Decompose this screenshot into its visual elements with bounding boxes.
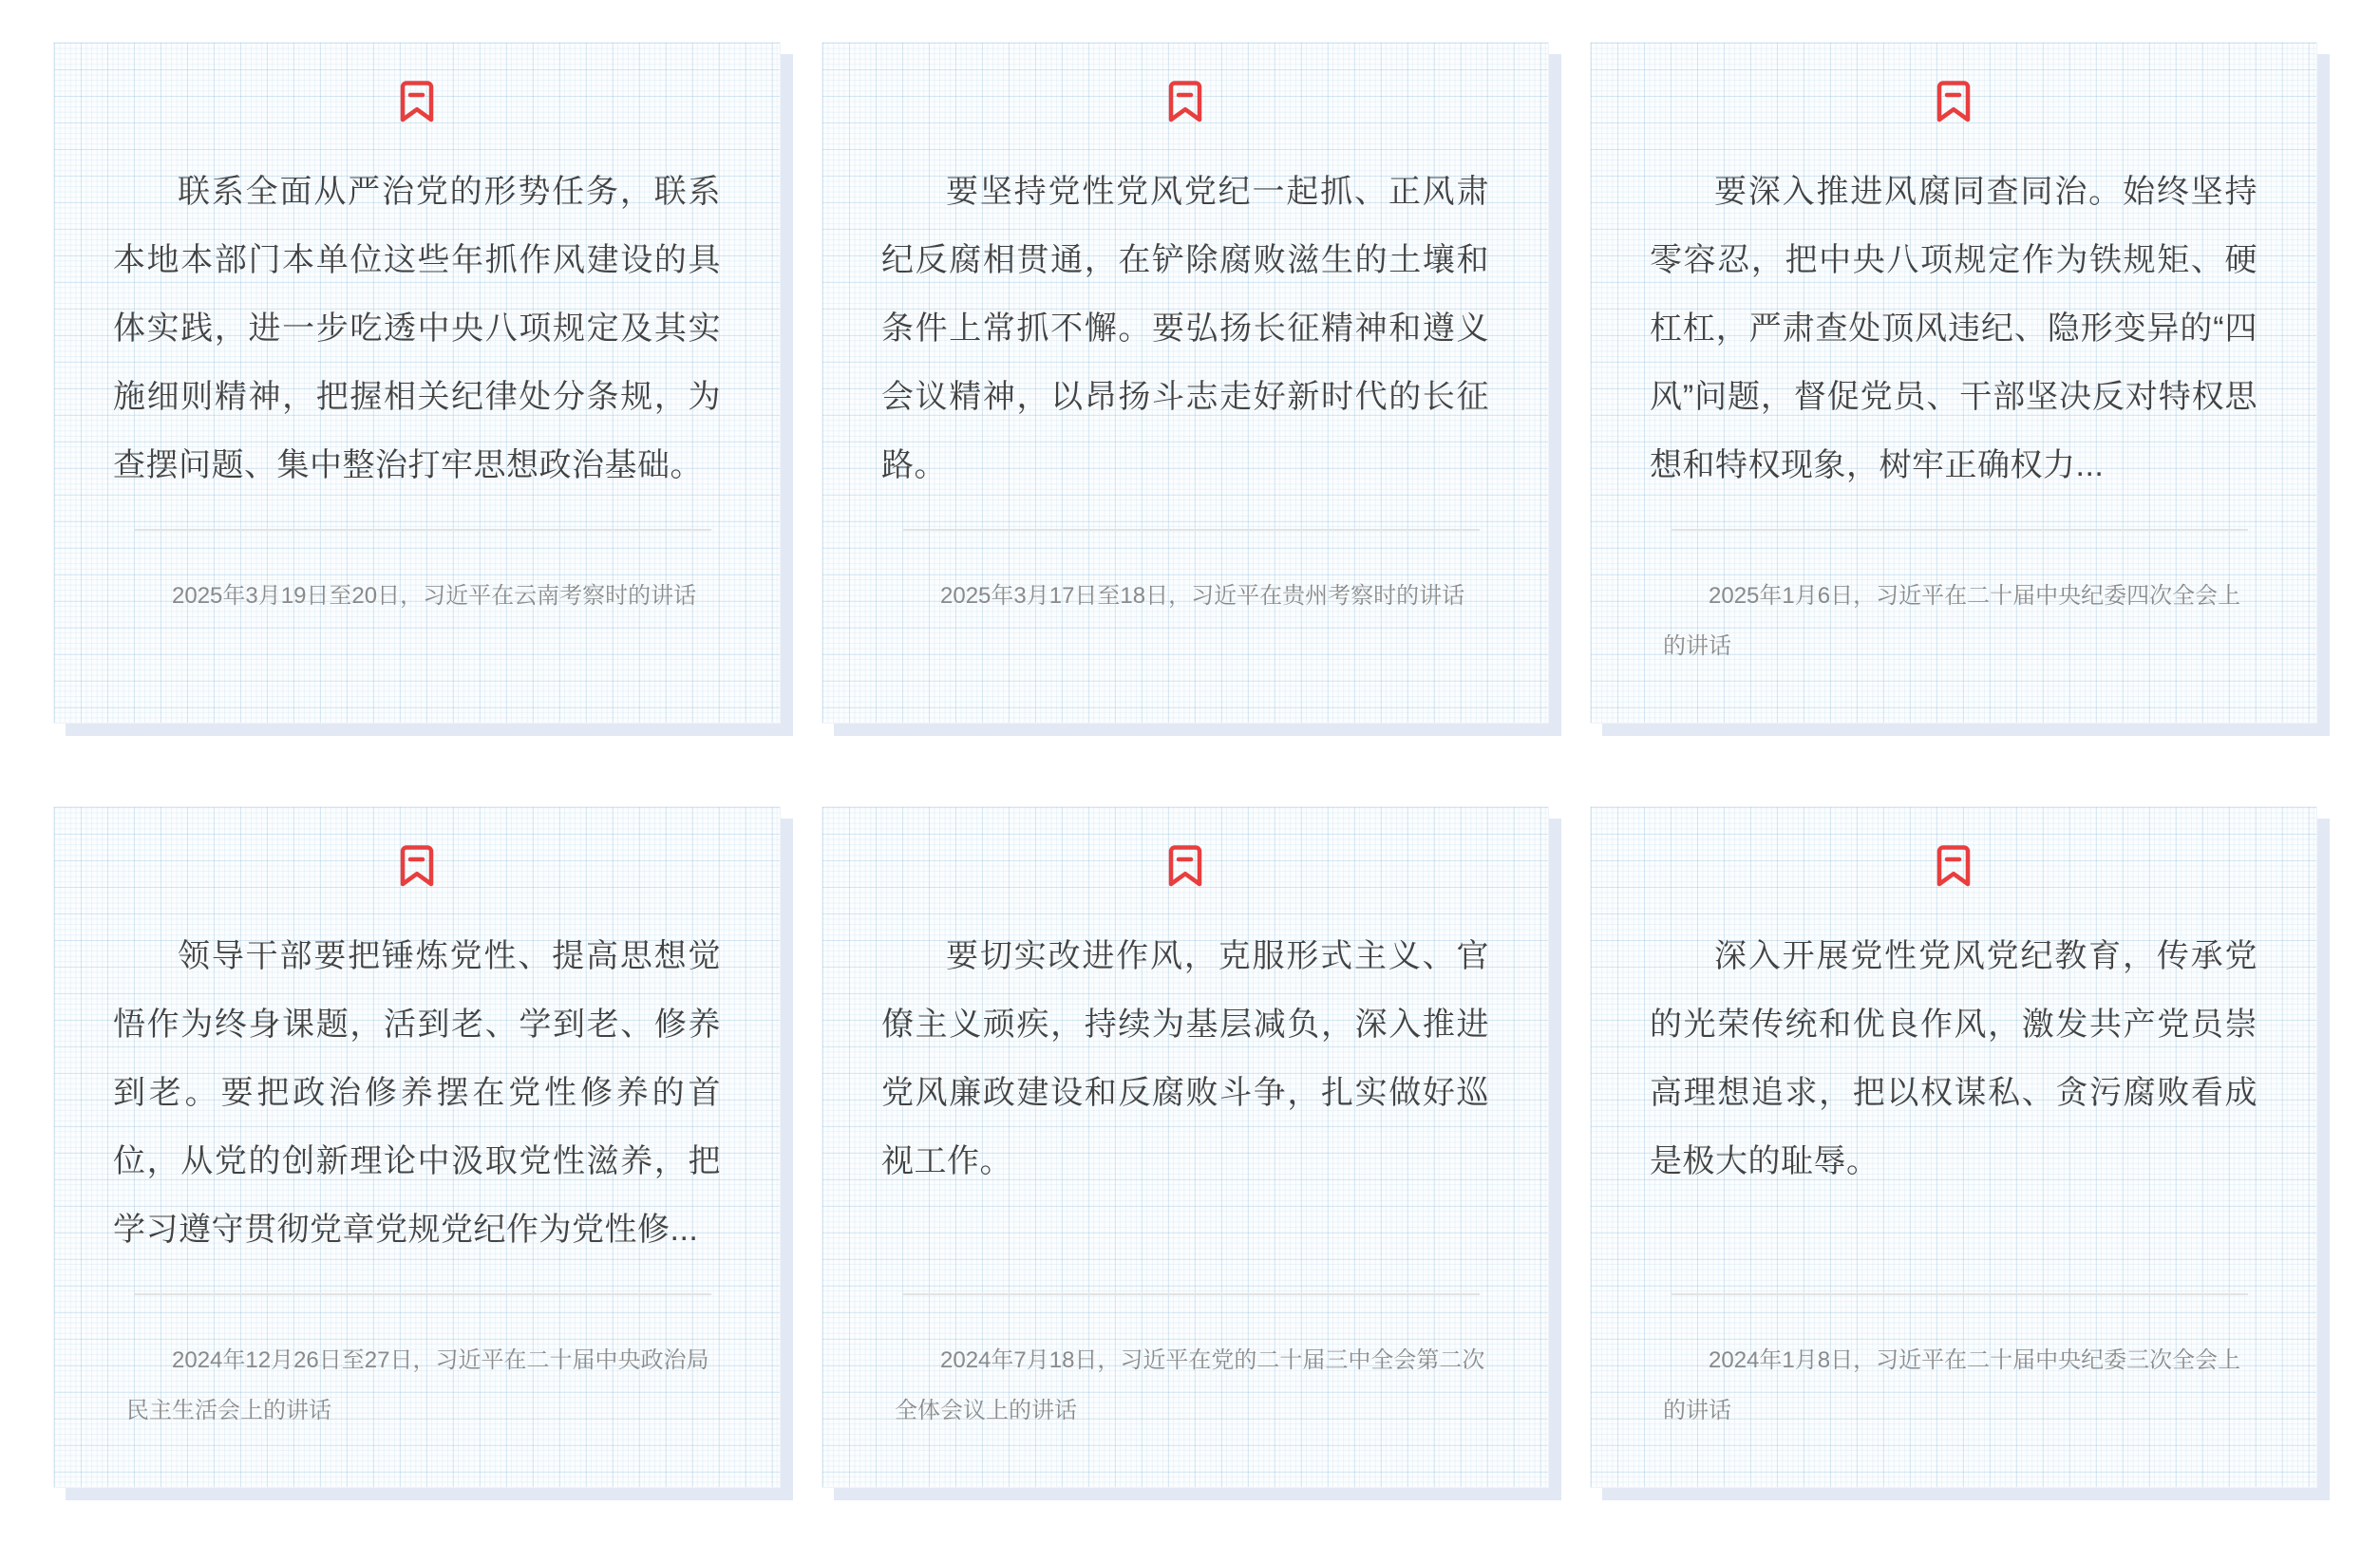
quote-text: 要深入推进风腐同查同治。始终坚持零容忍，把中央八项规定作为铁规矩、硬杠杠，严肃查处顶风违纪、隐形变异的“四风”问题，督促党员、干部坚决反对特权思想和特权现象，树牢正确权力... xyxy=(1650,174,2257,483)
quote-text: 领导干部要把锤炼党性、提高思想觉悟作为终身课题，活到老、学到老、修养到老。要把政治修养摆在党性修养的首位，从党的创新理论中汲取党性滋养，把学习遵守贯彻党章党规党纪作为党性修... xyxy=(113,938,721,1248)
quote-source: 2025年3月17日至18日，习近平在贵州考察时的讲话 xyxy=(940,583,1465,609)
quote-text: 联系全面从严治党的形势任务，联系本地本部门本单位这些年抓作风建设的具体实践，进一步吃透中央八项规定及其实施细则精神，把握相关纪律处分条规，为查摆问题、集中整治打牢思想政治基础。 xyxy=(113,174,721,483)
divider xyxy=(134,1293,711,1295)
bookmark-icon[interactable] xyxy=(54,842,780,890)
quote-source: 2025年1月6日，习近平在二十届中央纪委四次全会上的讲话 xyxy=(1663,583,2241,659)
quote-card[interactable] xyxy=(822,806,1549,1488)
bookmark-icon[interactable] xyxy=(822,842,1548,890)
bookmark-icon[interactable] xyxy=(1591,78,2316,125)
quote-source: 2025年3月19日至20日，习近平在云南考察时的讲话 xyxy=(172,583,697,609)
quote-source: 2024年12月26日至27日，习近平在二十届中央政治局民主生活会上的讲话 xyxy=(126,1347,709,1423)
quote-card[interactable] xyxy=(53,42,781,724)
quote-text: 要坚持党性党风党纪一起抓、正风肃纪反腐相贯通，在铲除腐败滋生的土壤和条件上常抓不懈。要弘扬长征精神和遵义会议精神，以昂扬斗志走好新时代的长征路。 xyxy=(881,174,1489,483)
divider xyxy=(1671,1293,2248,1295)
bookmark-icon[interactable] xyxy=(822,78,1548,125)
quote-source: 2024年1月8日，习近平在二十届中央纪委三次全会上的讲话 xyxy=(1663,1347,2241,1423)
divider xyxy=(902,1293,1480,1295)
quote-card-grid xyxy=(53,42,2317,1488)
quote-card[interactable] xyxy=(1590,806,2317,1488)
divider xyxy=(902,529,1480,531)
quote-card[interactable] xyxy=(53,806,781,1488)
divider xyxy=(1671,529,2248,531)
quote-card[interactable] xyxy=(822,42,1549,724)
quote-text: 深入开展党性党风党纪教育，传承党的光荣传统和优良作风，激发共产党员崇高理想追求，把以权谋私、贪污腐败看成是极大的耻辱。 xyxy=(1650,938,2257,1179)
quote-text: 要切实改进作风，克服形式主义、官僚主义顽疾，持续为基层减负，深入推进党风廉政建设和反腐败斗争，扎实做好巡视工作。 xyxy=(881,938,1489,1179)
quote-card[interactable] xyxy=(1590,42,2317,724)
bookmark-icon[interactable] xyxy=(1591,842,2316,890)
divider xyxy=(134,529,711,531)
bookmark-icon[interactable] xyxy=(54,78,780,125)
quote-source: 2024年7月18日，习近平在党的二十届三中全会第二次全体会议上的讲话 xyxy=(895,1347,1485,1423)
